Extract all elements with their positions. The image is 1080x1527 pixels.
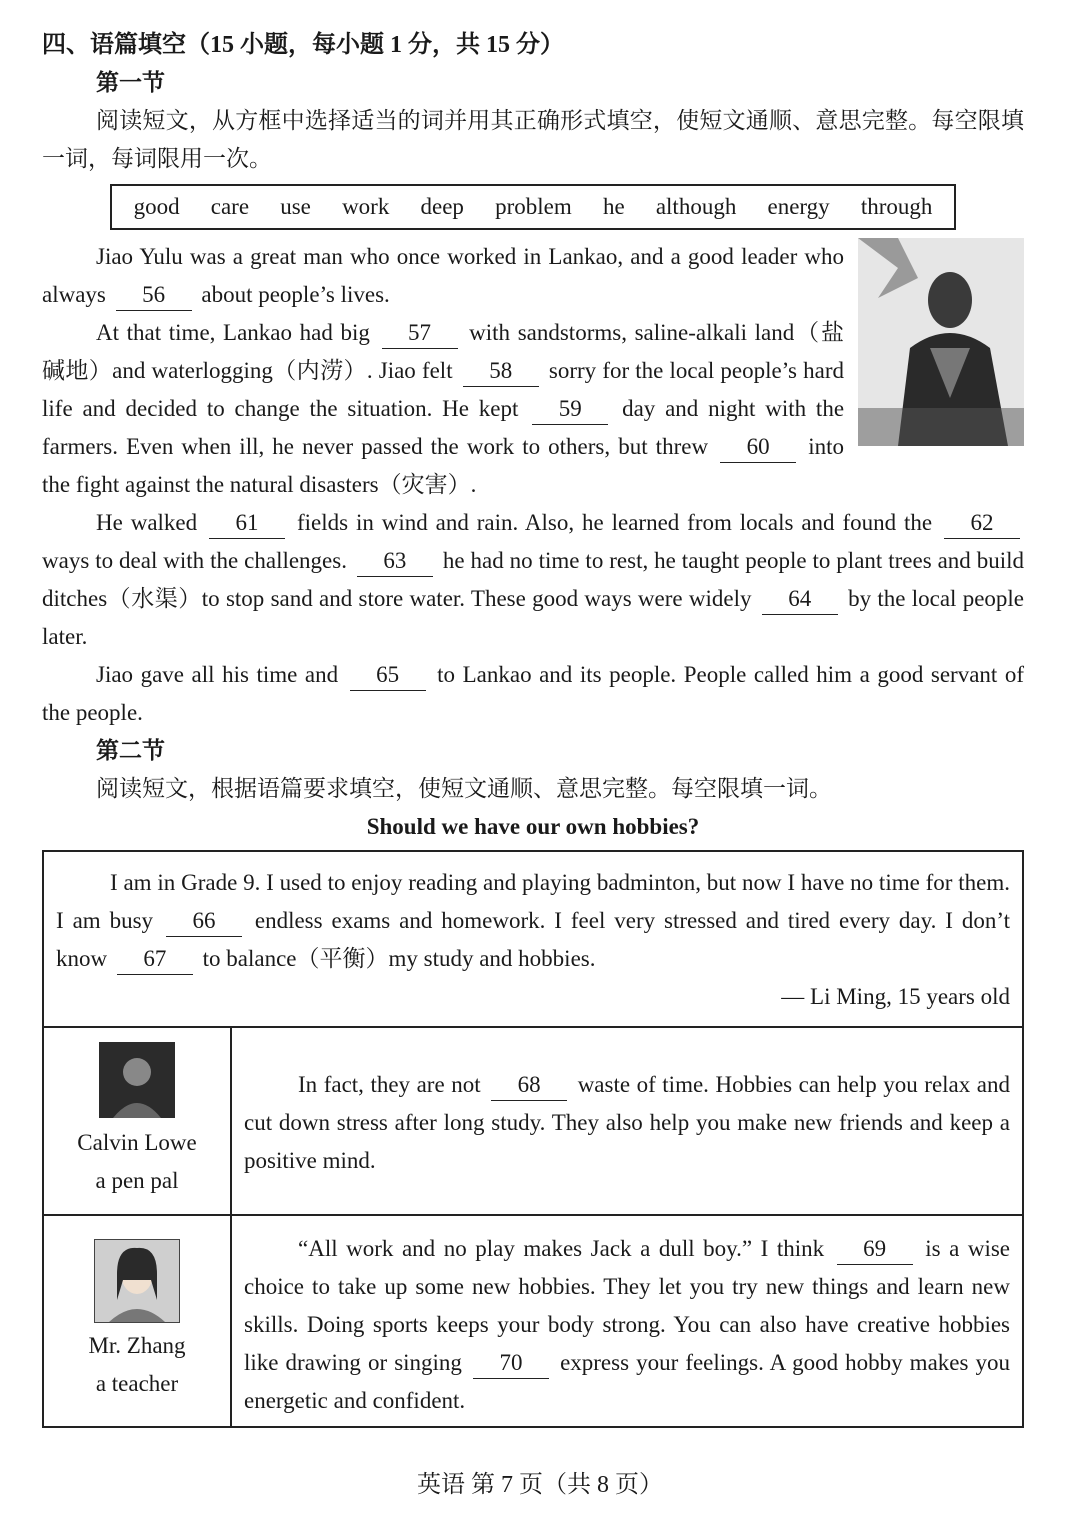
zhang-info — [44, 1216, 232, 1426]
jiao-yulu-photo — [858, 238, 1024, 446]
word-option: deep — [420, 194, 464, 219]
exam-page — [42, 26, 1024, 1428]
word-option: he — [602, 194, 625, 219]
calvin-text — [232, 1028, 1022, 1214]
paragraph: In fact, they are not 68 waste of time. Hobbies can help you relax and cut down stress after long study. They also help you make new friends and keep a positive mind. — [244, 1072, 1010, 1173]
word-box — [110, 184, 956, 230]
zhang-avatar — [94, 1239, 180, 1323]
blank-64[interactable]: 64 — [762, 584, 838, 615]
word-option: problem — [495, 194, 572, 219]
part2-instruction: 阅读短文，根据语篇要求填空，使短文通顺、意思完整。每空限填一词。 — [96, 776, 832, 801]
blank-57[interactable]: 57 — [382, 318, 458, 349]
blank-59[interactable]: 59 — [532, 394, 608, 425]
paragraph: Jiao Yulu was a great man who once worked in Lankao, and a good leader who always 56 about people’s lives. — [42, 238, 844, 314]
word-option: although — [655, 194, 737, 219]
blank-61[interactable]: 61 — [209, 508, 285, 539]
word-option: through — [860, 194, 933, 219]
blank-70[interactable]: 70 — [473, 1348, 549, 1379]
blank-67[interactable]: 67 — [117, 944, 193, 975]
part1-instruction: 阅读短文，从方框中选择适当的词并用其正确形式填空，使短文通顺、意思完整。每空限填一词，每词限用一次。 — [42, 108, 1024, 171]
paragraph: I am in Grade 9. I used to enjoy reading and playing badminton, but now I have no time for them. I am busy 66 endless exams and homework. I feel very stressed and tired every day. I don’t know 67 to balance（平衡）my study and hobbies. — [56, 864, 1010, 978]
li-ming-row — [44, 852, 1022, 1028]
blank-66[interactable]: 66 — [166, 906, 242, 937]
blank-69[interactable]: 69 — [837, 1234, 913, 1265]
hobbies-table — [42, 850, 1024, 1428]
zhang-row — [44, 1216, 1022, 1426]
calvin-row — [44, 1028, 1022, 1216]
blank-63[interactable]: 63 — [357, 546, 433, 577]
li-ming-signature: — Li Ming, 15 years old — [781, 984, 1010, 1009]
paragraph: He walked 61 fields in wind and rain. Also, he learned from locals and found the 62 ways to deal with the challenges. 63 he had no time to rest, he taught people to plant trees and build ditches（水渠）to stop sand and store water. These good ways were widely 64 by the local people later. — [42, 510, 1025, 649]
passage-1 — [42, 238, 1024, 732]
section-title: 四、语篇填空（15 小题，每小题 1 分，共 15 分） — [42, 32, 564, 58]
blank-56[interactable]: 56 — [116, 280, 192, 311]
blank-65[interactable]: 65 — [350, 660, 426, 691]
part1-title: 第一节 — [96, 70, 165, 95]
blank-62[interactable]: 62 — [944, 508, 1020, 539]
zhang-role: a teacher — [95, 1371, 179, 1396]
part2-title: 第二节 — [96, 738, 165, 763]
calvin-info — [44, 1028, 232, 1214]
paragraph: “All work and no play makes Jack a dull boy.” I think 69 is a wise choice to take up some new hobbies. They let you try new things and learn new skills. Doing sports keeps your body strong. You can also have creative hobbies like drawing or singing 70 express your feelings. A good hobby makes you energetic and confident. — [244, 1236, 1011, 1413]
zhang-name: Mr. Zhang — [88, 1333, 186, 1358]
word-option: use — [280, 194, 311, 219]
blank-58[interactable]: 58 — [463, 356, 539, 387]
calvin-role: a pen pal — [95, 1168, 179, 1193]
calvin-avatar — [99, 1042, 175, 1118]
paragraph: At that time, Lankao had big 57 with sandstorms, saline-alkali land（盐碱地）and waterlogging（内涝）. Jiao felt 58 sorry for the local people’s hard life and decided to change the situation. He kept 59 day and night with the farmers. Even when ill, he never passed the work to others, but threw 60 into the fight against the natural disasters（灾害）. — [42, 320, 845, 497]
zhang-text — [232, 1216, 1022, 1426]
blank-68[interactable]: 68 — [491, 1070, 567, 1101]
blank-60[interactable]: 60 — [720, 432, 796, 463]
passage-2-heading: Should we have our own hobbies? — [366, 814, 700, 839]
word-option: work — [342, 194, 390, 219]
word-option: good — [133, 194, 180, 219]
paragraph: Jiao gave all his time and 65 to Lankao and its people. People called him a good servant of the people. — [42, 662, 1025, 725]
page-footer: 英语 第 7 页（共 8 页） — [417, 1472, 663, 1498]
word-option: care — [210, 194, 250, 219]
calvin-name: Calvin Lowe — [77, 1130, 197, 1155]
word-option: energy — [767, 194, 830, 219]
